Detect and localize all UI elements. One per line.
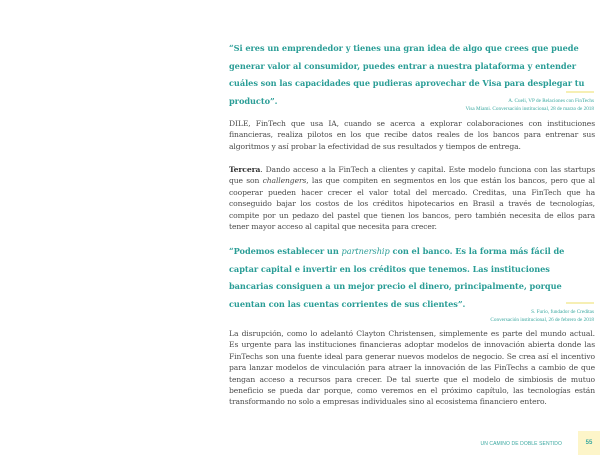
quote-accent-line: [566, 91, 594, 93]
paragraph-lead: Tercera: [229, 165, 261, 174]
paragraph-text: , las que compiten en segmentos en los que están los bancos, pero que al cooperar pueden hacer crecer el valor total del mercado. Creditas, una FinTech que ha conseguido bajar los costos de los créditos hipotecarios en Brasil a través de tecnologías, compite por un pedazo del pastel que tienen los bancos, pero también necesita de ellos para tener mayor acceso al capital que necesita para crecer.: [229, 176, 596, 232]
quote-text: “Si eres un emprendedor y tienes una gran idea de algo que crees que puede generar valor al consumidor, puedes entrar a nuestra plataforma y entender cuáles son las capacidades que pudieras aprovechar de Visa para desplegar tu producto”.: [229, 43, 585, 106]
pull-quote-creditas: [229, 243, 595, 313]
attribution-name: S. Furio, fundador de Creditas: [531, 309, 594, 315]
attribution-source: Visa Miami. Conversación institucional, 28 de marzo de 2018: [465, 106, 594, 112]
quote-attribution-creditas: [490, 308, 594, 324]
page-number: 55: [578, 431, 600, 455]
running-footer: UN CAMINO DE DOBLE SENTIDO: [480, 441, 562, 447]
paragraph-text: La disrupción, como lo adelantó Clayton Christensen, simplemente es parte del mundo actual. Es urgente para las instituciones financieras adoptar modelos de innovación abierta donde las FinTechs son una fuente ideal para generar nuevos modelos de negocio. Se crea así el incentivo para lanzar modelos de vinculación para atraer la innovación de las FinTechs a cambio de que tengan acceso a recursos para crecer. De tal suerte que el modelo de simbiosis de mutuo beneficio se pueda dar porque, como veremos en el próximo capítulo, las tecnologías están transformando no solo a empresas individuales sino al ecosistema financiero entero.: [229, 329, 595, 407]
attribution-source: Conversación institucional, 26 de febrero de 2018: [490, 317, 594, 323]
paragraph-disrupcion: [229, 328, 595, 408]
emphasis-term: challengers: [262, 176, 307, 186]
quote-accent-line: [566, 302, 594, 304]
attribution-name: A. Cueli, VP de Relaciones con FinTechs: [508, 98, 594, 104]
paragraph-text: DILE, FinTech que usa IA, cuando se acerca a explorar colaboraciones con instituciones financieras, realiza pilotos en los que recibe datos reales de los bancos para entrenar sus algoritmos y así probar la efectividad de sus resultados y tiempos de entrega.: [229, 119, 595, 151]
quote-attribution-visa: [466, 97, 594, 113]
paragraph-tercera: [229, 164, 595, 232]
paragraph-text: . Dando acceso a la FinTech a clientes y capital. Este modelo funciona con las startups que son: [229, 165, 595, 186]
emphasis-term: partnership: [341, 246, 390, 256]
quote-text: con el banco. Es la forma más fácil de captar capital e invertir en los créditos que tenemos. Las instituciones bancarias consiguen a un mejor precio el dinero, principalmente, porque cuentan con las cuentas corrientes de sus clientes”.: [229, 246, 565, 309]
paragraph-dile: [229, 118, 595, 152]
quote-text: “Podemos establecer un: [229, 246, 342, 256]
